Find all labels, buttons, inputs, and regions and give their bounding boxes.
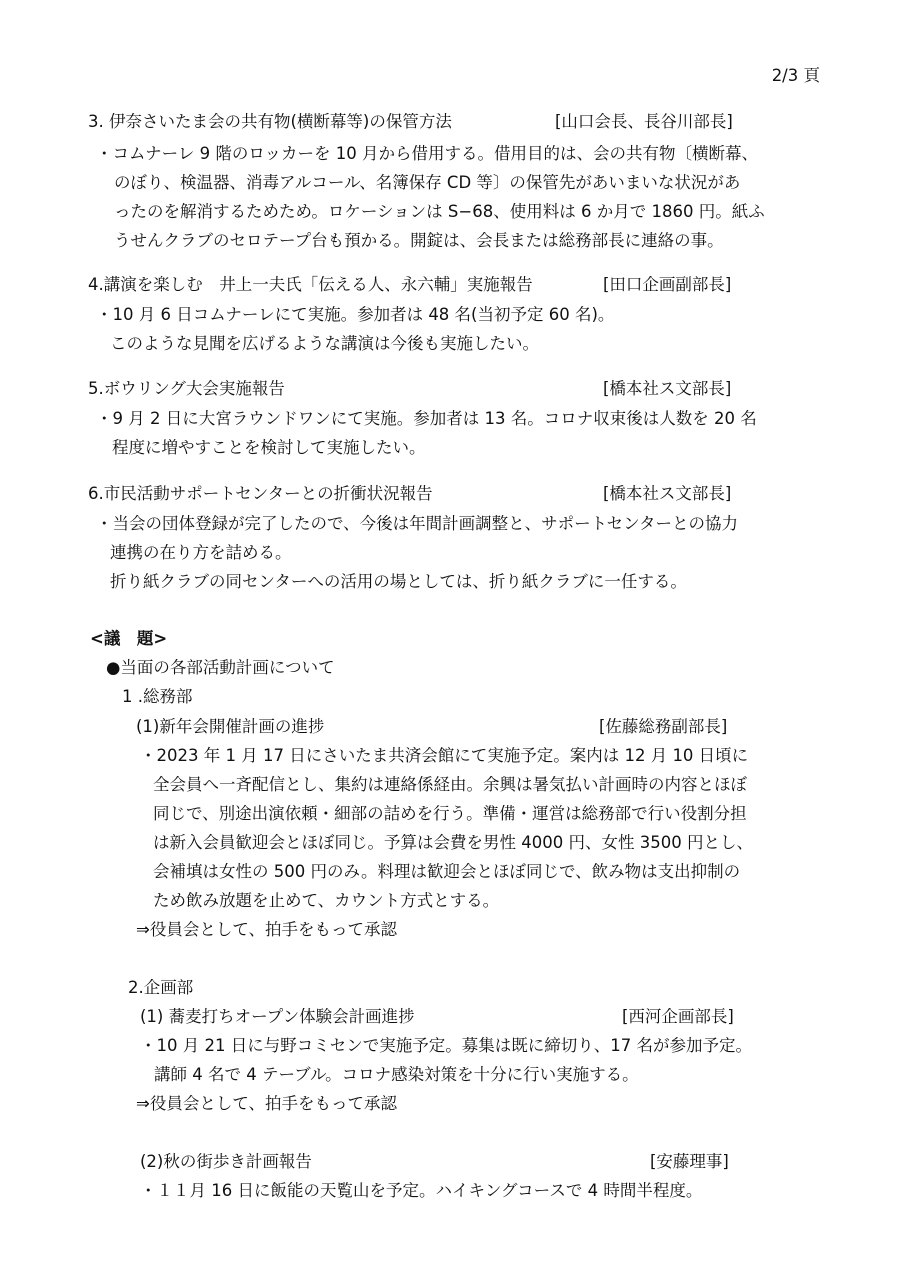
item4-title: 4.講演を楽しむ 井上一夫氏「伝える人、永六輔」実施報告	[88, 275, 533, 294]
dept1-sub1-line: 同じで、別途出演依頼・細部の詰めを行う。準備・運営は総務部で行い役割分担	[153, 804, 747, 823]
agenda-heading: <議 題>	[90, 629, 168, 648]
item4-line: ・10 月 6 日コムナーレにて実施。参加者は 48 名(当初予定 60 名)。	[96, 305, 615, 324]
item4-responsible: [田口企画副部長]	[603, 275, 732, 294]
dept1-title: 1 .総務部	[122, 687, 193, 706]
item5-line: ・9 月 2 日に大宮ラウンドワンにて実施。参加者は 13 名。コロナ収束後は人数を 20 名	[96, 409, 757, 428]
dept1-sub1-line: 会補填は女性の 500 円のみ。料理は歓迎会とほぼ同じで、飲み物は支出抑制の	[153, 862, 741, 881]
item5-title: 5.ボウリング大会実施報告	[88, 379, 285, 398]
item5-responsible: [橋本社ス文部長]	[603, 379, 732, 398]
item3-line: うせんクラブのセロテープ台も預かる。開錠は、会長または総務部長に連絡の事。	[114, 231, 724, 250]
dept2-title: 2.企画部	[128, 978, 194, 997]
dept1-sub1-title: (1)新年会開催計画の進捗	[136, 717, 325, 736]
item6-line: 連携の在り方を詰める。	[110, 543, 292, 562]
agenda-topic: ●当面の各部活動計画について	[106, 658, 335, 677]
dept2-sub1-approval: ⇒役員会として、拍手をもって承認	[136, 1094, 397, 1113]
dept1-sub1-line: 全会員へ一斉配信とし、集約は連絡係経由。余興は暑気払い計画時の内容とほぼ	[153, 775, 747, 794]
item5-line: 程度に増やすことを検討して実施したい。	[112, 438, 426, 457]
dept2-sub1-responsible: [西河企画部長]	[622, 1007, 734, 1026]
item6-line: 折り紙クラブの同センターへの活用の場としては、折り紙クラブに一任する。	[110, 572, 687, 591]
dept2-sub2-line: ・１１月 16 日に飯能の天覧山を予定。ハイキングコースで 4 時間半程度。	[140, 1181, 703, 1200]
item3-title: 3. 伊奈さいたま会の共有物(横断幕等)の保管方法	[88, 112, 452, 131]
item3-line: ったのを解消するためため。ロケーションは S−68、使用料は 6 か月で 1860 円。紙ふ	[114, 202, 765, 221]
dept1-sub1-line: ため飲み放題を止めて、カウント方式とする。	[153, 891, 500, 910]
dept1-sub1-responsible: [佐藤総務副部長]	[599, 717, 728, 736]
item4-line: このような見聞を広げるような講演は今後も実施したい。	[110, 334, 539, 353]
page-number: 2/3 頁	[771, 66, 820, 85]
dept2-sub2-responsible: [安藤理事]	[650, 1152, 729, 1171]
item3-line: のぼり、検温器、消毒アルコール、名簿保存 CD 等〕の保管先があいまいな状況があ	[114, 173, 741, 192]
item6-responsible: [橋本社ス文部長]	[603, 484, 732, 503]
dept2-sub1-title: (1) 蕎麦打ちオープン体験会計画進捗	[140, 1007, 415, 1026]
item3-responsible: [山口会長、長谷川部長]	[555, 112, 733, 131]
dept1-sub1-approval: ⇒役員会として、拍手をもって承認	[136, 920, 397, 939]
item6-line: ・当会の団体登録が完了したので、今後は年間計画調整と、サポートセンターとの協力	[96, 514, 739, 533]
dept1-sub1-line: ・2023 年 1 月 17 日にさいたま共済会館にて実施予定。案内は 12 月 10 日頃に	[140, 746, 749, 765]
dept2-sub1-line: 講師 4 名で 4 テーブル。コロナ感染対策を十分に行い実施する。	[154, 1065, 639, 1084]
dept1-sub1-line: は新入会員歓迎会とほぼ同じ。予算は会費を男性 4000 円、女性 3500 円とし、	[153, 833, 753, 852]
dept2-sub2-title: (2)秋の街歩き計画報告	[140, 1152, 312, 1171]
dept2-sub1-line: ・10 月 21 日に与野コミセンで実施予定。募集は既に締切り、17 名が参加予定。	[140, 1036, 752, 1055]
item6-title: 6.市民活動サポートセンターとの折衝状況報告	[88, 484, 433, 503]
item3-line: ・コムナーレ 9 階のロッカーを 10 月から借用する。借用目的は、会の共有物〔横断幕、	[96, 144, 758, 163]
